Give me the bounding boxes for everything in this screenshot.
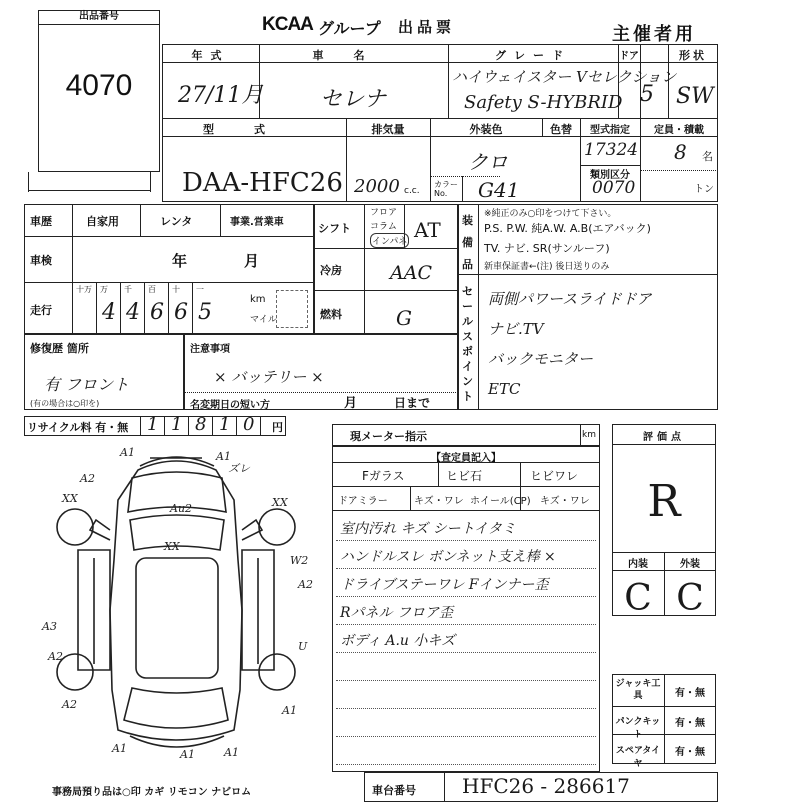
vehicle-grade-line2: Safety S-HYBRID xyxy=(464,92,623,113)
sales-point-4: ETC xyxy=(488,380,521,398)
org-logo: KCAA xyxy=(262,14,313,35)
tool-spare-value: 有・無 xyxy=(675,747,705,758)
sales-point-label: セールスポイント xyxy=(462,285,473,403)
mark-12: A2 xyxy=(48,650,63,663)
equipment-note: ※純正のみ○印をつけて下さい。 xyxy=(484,209,617,219)
tool-jack-value: 有・無 xyxy=(675,688,705,699)
mileage-label: 走行 xyxy=(30,304,52,317)
caution-reg-label: 名変期日の短い方 xyxy=(190,400,270,411)
vehicle-displacement: 2000 xyxy=(354,176,400,197)
header-type-designation: 型式指定 xyxy=(590,125,630,136)
vehicle-body: SW xyxy=(676,84,714,109)
recycle-digit-2: 8 xyxy=(195,414,207,435)
meter-label: 現メーター指示 xyxy=(350,430,427,443)
mark-13: U xyxy=(298,640,308,653)
sales-point-1: 両側パワースライドドア xyxy=(488,290,652,308)
inspector-title: 【査定員記入】 xyxy=(431,453,501,464)
mark-9: W2 xyxy=(290,554,309,567)
shift-label: シフト xyxy=(318,222,351,235)
header-body: 形状 xyxy=(679,49,707,62)
lot-number: 4070 xyxy=(65,69,133,102)
mark-10: A2 xyxy=(298,578,313,591)
organizer-label: 主催者用 xyxy=(612,24,696,45)
car-damage-diagram xyxy=(20,440,330,770)
mileage-unit-0: 十万 xyxy=(76,285,92,294)
inspector-note-0: 室内汚れ キズ シートイタミ xyxy=(340,521,516,537)
fglass-label: Fガラス xyxy=(362,469,405,483)
equipment-line3: 新車保証書←(注) 後日送りのみ xyxy=(484,262,610,272)
mark-6: XX xyxy=(272,496,288,509)
office-note: 事務局預り品は○印 カギ リモコン ナビロム xyxy=(52,787,252,798)
sales-point-2: ナビ.TV xyxy=(488,320,544,338)
tool-punctkit-value: 有・無 xyxy=(675,718,705,729)
recycle-digit-3: 1 xyxy=(219,414,231,435)
shift-value: AT xyxy=(414,218,441,242)
km-label: km xyxy=(250,294,266,305)
vehicle-grade-line1: ハイウェイスター Vセレクション xyxy=(452,68,677,86)
mark-1: A1 xyxy=(120,446,135,459)
mileage-unit-5: 一 xyxy=(196,285,204,294)
chassis-number: HFC26 - 286617 xyxy=(462,774,630,798)
header-type: 型式 xyxy=(203,123,305,136)
lot-number-label: 出品番号 xyxy=(39,10,159,25)
org-group: グループ xyxy=(318,19,381,38)
grade-label: 評価点 xyxy=(643,432,685,443)
caution-day: 日まで xyxy=(394,396,431,410)
repair-value: 有 フロント xyxy=(44,375,130,394)
meter-unit: km xyxy=(582,430,596,440)
mark-14: A2 xyxy=(62,698,77,711)
shift-opt-floor: フロア xyxy=(370,208,398,218)
chassis-label: 車台番号 xyxy=(372,784,416,797)
recycle-label: リサイクル料 有・無 xyxy=(27,421,129,434)
inspector-note-2: ドライブステーワレ Fインナー歪 xyxy=(340,577,549,593)
mileage-unit-4: 十 xyxy=(172,285,180,294)
inspector-note-3: Rパネル フロア歪 xyxy=(340,605,453,621)
interior-score: C xyxy=(624,578,652,619)
mileage-digit-4: 5 xyxy=(198,300,212,325)
mileage-digit-2: 6 xyxy=(150,300,164,325)
vehicle-type-designation: 17324 xyxy=(584,140,639,160)
mileage-unit-1: 万 xyxy=(100,285,108,294)
vehicle-name: セレナ xyxy=(320,87,387,112)
mark-17: A1 xyxy=(180,748,195,761)
sheet-title: 出品票 xyxy=(398,18,456,36)
history-business: 事業.営業車 xyxy=(230,217,284,228)
mileage-digit-1: 4 xyxy=(126,300,140,325)
mileage-digit-0: 4 xyxy=(102,300,116,325)
header-model-name: 車名 xyxy=(312,49,395,62)
mark-3: A2 xyxy=(80,472,95,485)
exterior-label: 外装 xyxy=(680,559,700,570)
mileage-unit-2: 千 xyxy=(124,285,132,294)
mileage-digit-3: 6 xyxy=(174,300,188,325)
mark-2: A1 xyxy=(216,450,231,463)
tool-punctkit-label: パンクキット xyxy=(615,717,661,740)
vehicle-doors: 5 xyxy=(640,82,654,107)
mark-16: A1 xyxy=(112,742,127,755)
shift-opt-inpane: インパネ xyxy=(370,233,409,248)
vehicle-model-code: DAA-HFC26 xyxy=(182,168,343,198)
equipment-line1: P.S. P.W. 純A.W. A.B(エアバック) xyxy=(484,222,651,235)
caution-label: 注意事項 xyxy=(190,344,230,355)
caution-value: × バッテリー × xyxy=(214,368,324,386)
tool-spare-label: スペアタイヤ xyxy=(615,746,661,769)
interior-label: 内装 xyxy=(628,559,648,570)
shift-opt-column: コラム xyxy=(370,222,397,232)
mark-11: A3 xyxy=(42,620,57,633)
history-private: 自家用 xyxy=(86,215,119,228)
repair-note: (有の場合は○印を) xyxy=(30,399,100,408)
mile-label: マイル xyxy=(250,315,277,325)
grade-score: R xyxy=(647,476,681,527)
inspector-note-4: ボディ A.u 小キズ xyxy=(340,633,456,649)
ac-value: AAC xyxy=(390,262,432,284)
header-doors: ドア xyxy=(619,51,639,62)
recycle-digit-1: 1 xyxy=(171,414,183,435)
mark-7: Au2 xyxy=(170,502,193,515)
mark-5: XX xyxy=(62,492,78,505)
recycle-digit-0: 1 xyxy=(147,414,159,435)
mark-4: ズレ xyxy=(228,462,250,475)
wheel-value: キズ・ワレ xyxy=(540,496,590,507)
equipment-line2: TV. ナビ. SR(サンルーフ) xyxy=(484,242,610,255)
vehicle-year: 27/11月 xyxy=(178,83,264,108)
recycle-digit-4: 0 xyxy=(243,414,255,435)
mark-18: A1 xyxy=(224,746,239,759)
history-label: 車歴 xyxy=(30,215,52,228)
caution-month: 月 xyxy=(344,396,358,411)
inspection-month: 月 xyxy=(244,252,260,270)
mark-15: A1 xyxy=(282,704,297,717)
header-grade: グレード xyxy=(495,49,571,62)
header-displacement: 排気量 xyxy=(371,123,405,136)
load-unit: トン xyxy=(694,184,714,195)
header-color-no: カラーNo. xyxy=(434,180,458,198)
history-rental: レンタ xyxy=(160,215,193,228)
header-capacity: 定員・積載 xyxy=(654,125,704,136)
header-exterior-color: 外装色 xyxy=(469,123,503,136)
header-year: 年式 xyxy=(191,49,230,62)
vehicle-color: クロ xyxy=(468,150,508,174)
mileage-mile-box xyxy=(276,290,308,328)
tool-jack-label: ジャッキ工具 xyxy=(615,679,661,701)
exterior-score: C xyxy=(676,578,704,619)
ac-label: 冷房 xyxy=(320,264,342,277)
fuel-value: G xyxy=(396,306,412,330)
header-color-change: 色替 xyxy=(550,123,572,136)
vehicle-color-code: G41 xyxy=(478,178,520,202)
capacity-unit: 名 xyxy=(702,150,713,163)
wheel-label: ホイール(CP) xyxy=(470,496,531,507)
vehicle-classification: 0070 xyxy=(592,178,636,198)
fglass-crack: ヒビワレ xyxy=(530,469,579,483)
mirror-value: キズ・ワレ xyxy=(414,496,464,507)
header-classification: 類別区分 xyxy=(590,170,630,181)
vehicle-capacity: 8 xyxy=(674,140,687,164)
mirror-label: ドアミラー xyxy=(338,496,388,507)
fuel-label: 燃料 xyxy=(320,308,342,321)
cc-unit: c.c. xyxy=(404,186,420,196)
recycle-unit: 円 xyxy=(272,421,283,434)
fglass-chip: ヒビ石 xyxy=(446,469,483,483)
repair-label: 修復歴 箇所 xyxy=(30,342,89,355)
mark-8: XX xyxy=(164,540,180,553)
mileage-unit-3: 百 xyxy=(148,285,156,294)
inspector-note-1: ハンドルスレ ボンネット支え棒 × xyxy=(340,549,556,565)
lot-number-box xyxy=(38,10,160,172)
inspection-year: 年 xyxy=(172,252,188,270)
equipment-label: 装備品 xyxy=(462,214,473,271)
sales-point-3: バックモニター xyxy=(488,350,594,368)
inspection-label: 車検 xyxy=(30,254,52,267)
